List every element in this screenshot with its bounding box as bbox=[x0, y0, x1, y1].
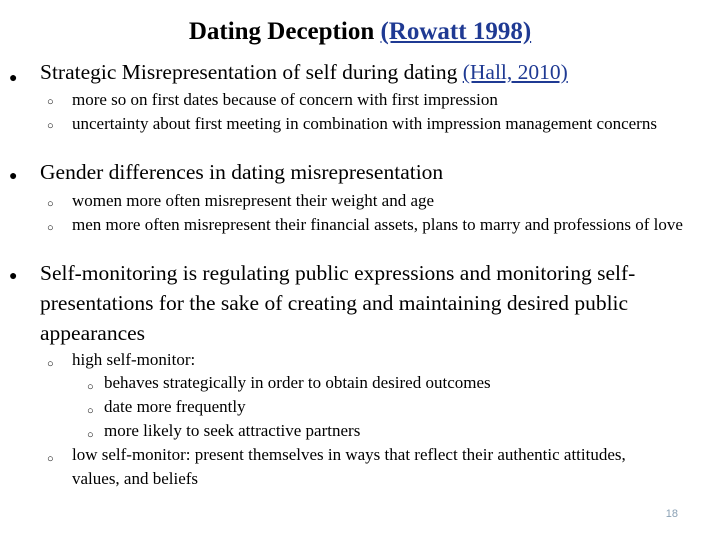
sub-bullet-dot: ○ bbox=[47, 222, 54, 234]
bullet-dot: ● bbox=[9, 169, 18, 184]
sub-bullet-men: men more often misrepresent their financial assets, plans to marry and professions of love bbox=[72, 215, 683, 234]
sub-bullet-first-dates: more so on first dates because of concern with first impression bbox=[72, 90, 498, 109]
sub-sub-bullet-strategic: behaves strategically in order to obtain desired outcomes bbox=[104, 373, 491, 392]
bullet-dot: ● bbox=[9, 71, 18, 86]
title-text: Dating Deception bbox=[188, 18, 381, 45]
sub-bullet-dot: ○ bbox=[47, 453, 54, 465]
bullet-self-monitoring: Self-monitoring is regulating public expressions and monitoring self-presentations for the sake of creating and maintaining desired public appearances bbox=[40, 261, 636, 345]
sub-bullet-dot: ○ bbox=[47, 198, 54, 210]
sub-bullet-uncertainty: uncertainty about first meeting in combination with impression management concerns bbox=[72, 114, 657, 133]
title-citation-link[interactable]: (Rowatt 1998) bbox=[380, 18, 532, 45]
bullet-text: Strategic Misrepresentation of self during dating bbox=[40, 60, 463, 84]
slide-title bbox=[0, 16, 720, 48]
hall-citation-link[interactable]: (Hall, 2010) bbox=[462, 60, 568, 84]
sub-bullet-women: women more often misrepresent their weight and age bbox=[72, 191, 435, 210]
sub-bullet-dot: ○ bbox=[47, 120, 54, 132]
sub-bullet-dot: ○ bbox=[47, 96, 54, 108]
bullet-dot: ● bbox=[9, 269, 18, 284]
sub-sub-bullet-dot: ○ bbox=[87, 381, 94, 393]
sub-sub-bullet-dot: ○ bbox=[87, 405, 94, 417]
sub-sub-bullet-date-frequently: date more frequently bbox=[104, 397, 246, 416]
bullet-gender-differences: Gender differences in dating misrepresentation bbox=[40, 160, 444, 184]
sub-bullet-dot: ○ bbox=[47, 358, 54, 370]
sub-bullet-low-self-monitor: low self-monitor: present themselves in ways that reflect their authentic attitudes, values, and beliefs bbox=[72, 445, 626, 488]
sub-sub-bullet-attractive-partners: more likely to seek attractive partners bbox=[104, 421, 361, 440]
page-number: 18 bbox=[665, 508, 678, 520]
bullet-strategic-misrepresentation bbox=[40, 58, 705, 87]
sub-sub-bullet-dot: ○ bbox=[87, 429, 94, 441]
sub-bullet-high-self-monitor: high self-monitor: bbox=[72, 350, 196, 369]
